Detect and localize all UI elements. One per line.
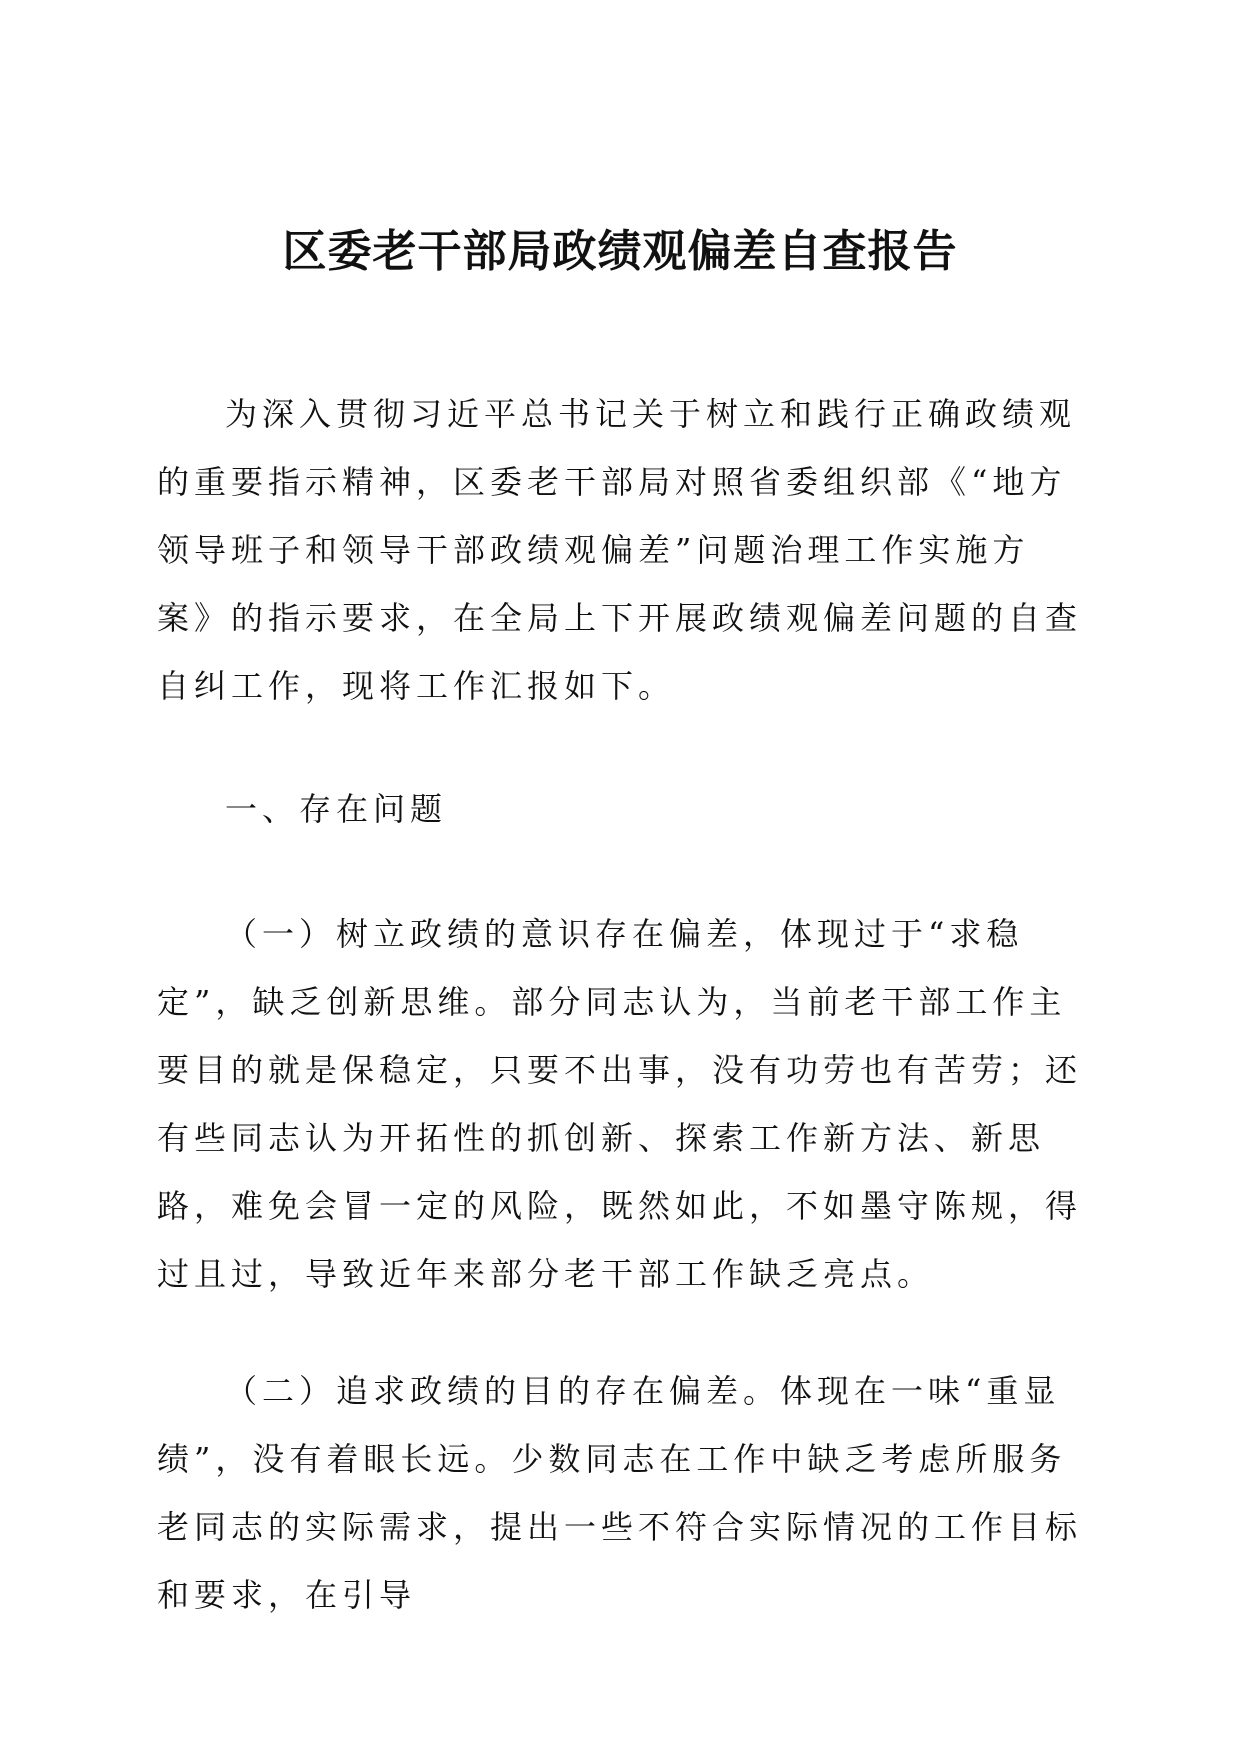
problem-item-2-paragraph: （二）追求政绩的目的存在偏差。体现在一味“重显绩”，没有着眼长远。少数同志在工作中缺乏考虑所服务老同志的实际需求，提出一些不符合实际情况的工作目标和要求，在引导 [157, 1372, 1083, 1614]
problem-item-1-paragraph: （一）树立政绩的意识存在偏差，体现过于“求稳定”，缺乏创新思维。部分同志认为，当前老干部工作主要目的就是保稳定，只要不出事，没有功劳也有苦劳；还有些同志认为开拓性的抓创新、探索工作新方法、新思路，难免会冒一定的风险，既然如此，不如墨守陈规，得过且过，导致近年来部分老干部工作缺乏亮点。 [157, 915, 1083, 1293]
section-heading-problems: 一、存在问题 [225, 790, 448, 828]
intro-paragraph: 为深入贯彻习近平总书记关于树立和践行正确政绩观的重要指示精神，区委老干部局对照省委组织部《“地方领导班子和领导干部政绩观偏差”问题治理工作实施方案》的指示要求，在全局上下开展政绩观偏差问题的自查自纠工作，现将工作汇报如下。 [157, 395, 1083, 705]
document-title: 区委老干部局政绩观偏差自查报告 [282, 226, 958, 277]
